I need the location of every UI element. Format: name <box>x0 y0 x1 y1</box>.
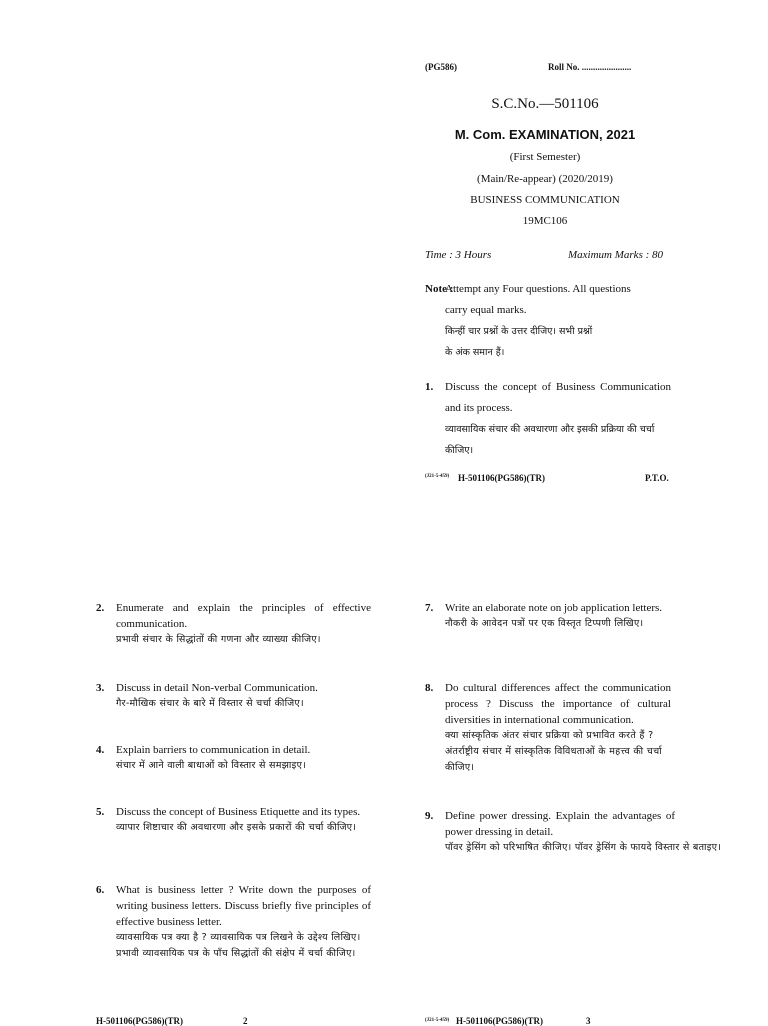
question-text-en: Do cultural differences affect the communication process ? Discuss the importance of cultural diversities in international communication. <box>445 682 671 726</box>
subject-code: 19MC106 <box>522 215 568 227</box>
note-hi-line1: किन्हीं चार प्रश्नों के उत्तर दीजिए। सभी प्रश्नों <box>445 326 593 337</box>
footer-page3-number: 3 <box>586 1016 591 1026</box>
sc-number: S.C.No.—501106 <box>491 96 599 112</box>
question-number: 5. <box>96 806 105 818</box>
note-en-line1: Attempt any Four questions. All questions <box>445 283 631 295</box>
question-text-en: Discuss in detail Non-verbal Communication. <box>116 682 318 694</box>
question-text-hi: प्रभावी संचार के सिद्धांतों की गणना और व्याख्या कीजिए। <box>116 634 321 645</box>
semester: (First Semester) <box>509 151 581 163</box>
question-2 <box>96 600 371 648</box>
question-5 <box>96 804 371 836</box>
question-number: 8. <box>425 682 434 694</box>
footer-page1-code: H-501106(PG586)(TR) <box>458 473 545 483</box>
note-block <box>425 279 675 363</box>
subject-name: BUSINESS COMMUNICATION <box>470 194 620 206</box>
question-text-en: Explain barriers to communication in detail. <box>116 744 311 756</box>
exam-title: M. Com. EXAMINATION, 2021 <box>454 127 636 142</box>
note-hi-line2: के अंक समान हैं। <box>445 347 505 358</box>
question-number: 3. <box>96 682 105 694</box>
footer-page2-code: H-501106(PG586)(TR) <box>96 1016 183 1026</box>
question-number: 9. <box>425 810 434 822</box>
note-en-line2: carry equal marks. <box>445 304 527 316</box>
question-text-hi: व्यापार शिष्टाचार की अवधारणा और इसके प्रकारों की चर्चा कीजिए। <box>116 822 357 833</box>
footer-page1-small: (J21-5-459) <box>425 474 450 479</box>
question-text-en: Define power dressing. Explain the advantages of power dressing in detail. <box>445 810 675 838</box>
question-text-hi: व्यावसायिक पत्र क्या है ? व्यावसायिक पत्र लिखने के उद्देश्य लिखिए। प्रभावी व्यावसायिक पत्र के पाँच सिद्धांतों की संक्षेप में चर्चा कीजिए। <box>116 932 361 959</box>
question-3 <box>96 680 371 712</box>
question-text-hi: क्या सांस्कृतिक अंतर संचार प्रक्रिया को प्रभावित करते हैं ? अंतर्राष्ट्रीय संचार में सांस्कृतिक विविधताओं के महत्त्व की चर्चा कीजिए। <box>445 730 662 773</box>
roll-number: Roll No. ...................... <box>548 62 632 72</box>
question-text-hi: व्यावसायिक संचार की अवधारणा और इसकी प्रक्रिया की चर्चा कीजिए। <box>445 424 655 456</box>
appear-type: (Main/Re-appear) (2020/2019) <box>477 173 613 185</box>
question-text-en: Write an elaborate note on job application letters. <box>445 602 663 614</box>
question-7 <box>425 600 671 632</box>
question-text-hi: संचार में आने वाली बाधाओं को विस्तार से समझाइए। <box>116 760 307 771</box>
question-8 <box>425 680 671 776</box>
note-label: Note : <box>425 283 454 295</box>
time-allowed: Time : 3 Hours <box>425 249 492 261</box>
max-marks: Maximum Marks : 80 <box>568 249 664 261</box>
question-number: 2. <box>96 602 105 614</box>
question-text-en: Discuss the concept of Business Communication and its process. <box>445 381 671 414</box>
question-number: 1. <box>425 381 434 393</box>
footer-page1-pto: P.T.O. <box>645 473 669 483</box>
question-number: 4. <box>96 744 105 756</box>
footer-page3-code: H-501106(PG586)(TR) <box>456 1016 543 1026</box>
question-9 <box>425 808 755 856</box>
question-text-hi: गैर-मौखिक संचार के बारे में विस्तार से चर्चा कीजिए। <box>116 698 304 709</box>
footer-page2-number: 2 <box>243 1016 248 1026</box>
question-text-en: What is business letter ? Write down the purposes of writing business letters. Discuss briefly five principles of effective business letter. <box>116 884 371 928</box>
question-text-en: Discuss the concept of Business Etiquette and its types. <box>116 806 361 818</box>
question-number: 7. <box>425 602 434 614</box>
question-number: 6. <box>96 884 105 896</box>
footer-page3-small: (J21-5-459) <box>425 1018 450 1023</box>
question-1 <box>425 377 671 461</box>
question-4 <box>96 742 371 774</box>
question-6 <box>96 882 371 962</box>
paper-code: (PG586) <box>425 62 457 72</box>
question-text-hi: पॉवर ड्रेसिंग को परिभाषित कीजिए। पॉवर ड्रेसिंग के फायदे विस्तार से बताइए। <box>445 842 722 853</box>
question-text-en: Enumerate and explain the principles of effective communication. <box>116 602 371 630</box>
question-text-hi: नौकरी के आवेदन पत्रों पर एक विस्तृत टिप्पणी लिखिए। <box>445 618 644 629</box>
